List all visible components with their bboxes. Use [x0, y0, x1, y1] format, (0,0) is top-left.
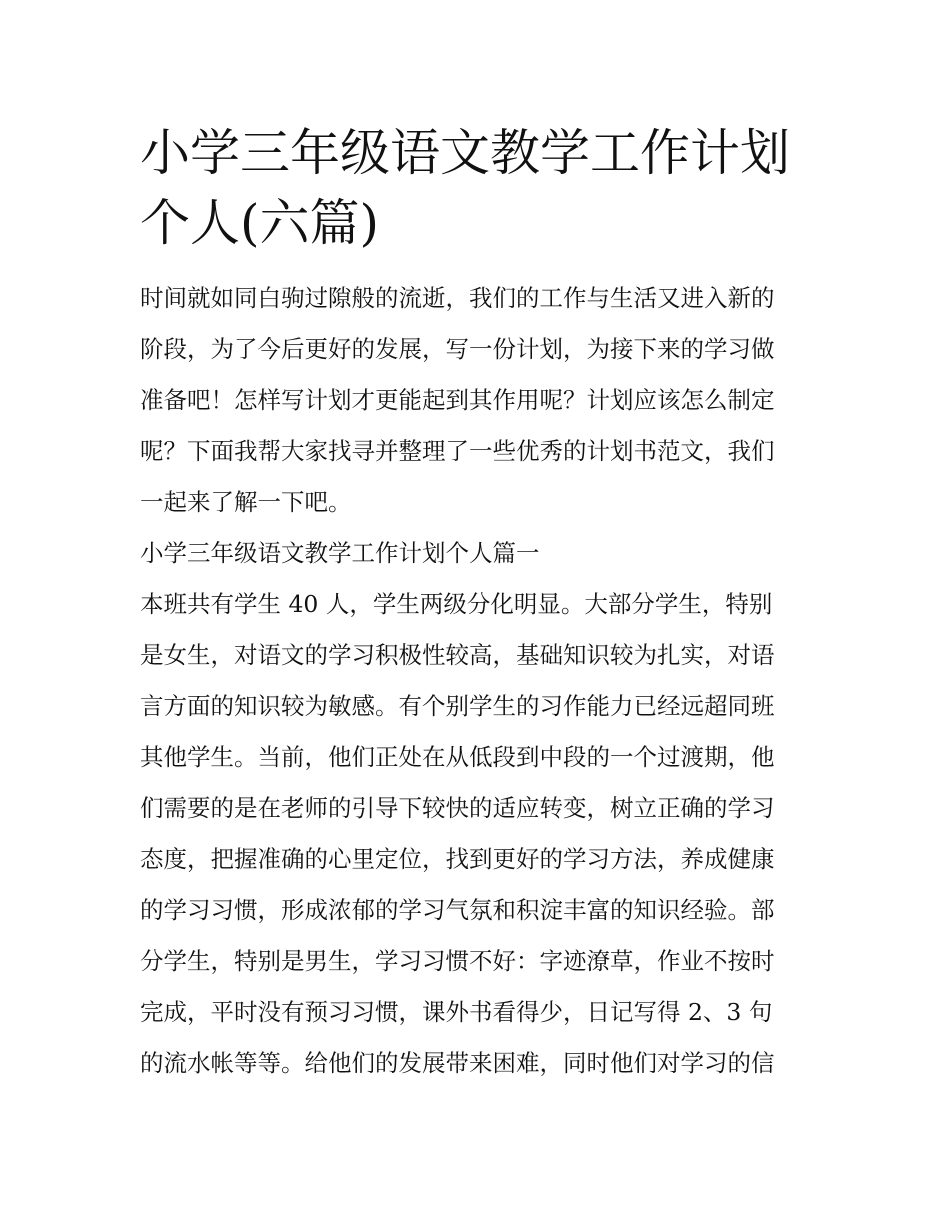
text-line: 时间就如同白驹过隙般的流逝，我们的工作与生活又进入新的	[140, 284, 775, 312]
title-line: 小学三年级语文教学工作计划	[140, 124, 790, 182]
document-page	[140, 118, 812, 1089]
text-line: 完成，平时没有预习习惯，课外书看得少，日记写得 2、3 句	[140, 998, 773, 1026]
text-line: 的流水帐等等。给他们的发展带来困难，同时他们对学习的信	[140, 1049, 775, 1077]
text-line: 们需要的是在老师的引导下较快的适应转变，树立正确的学习	[140, 794, 775, 822]
text-line: 态度，把握准确的心里定位，找到更好的学习方法，养成健康	[140, 845, 775, 873]
document-body	[140, 273, 812, 1089]
text-line: 本班共有学生 40 人，学生两级分化明显。大部分学生，特别	[140, 590, 773, 618]
text-line: 呢？下面我帮大家找寻并整理了一些优秀的计划书范文，我们	[140, 437, 775, 465]
title-line: 个人(六篇)	[140, 194, 380, 252]
text-line: 一起来了解一下吧。	[140, 488, 352, 516]
text-line: 阶段，为了今后更好的发展，写一份计划，为接下来的学习做	[140, 335, 775, 363]
text-line: 言方面的知识较为敏感。有个别学生的习作能力已经远超同班	[140, 692, 775, 720]
intro-paragraph	[140, 273, 812, 528]
text-line: 的学习习惯，形成浓郁的学习气氛和积淀丰富的知识经验。部	[140, 896, 775, 924]
text-line: 准备吧！怎样写计划才更能起到其作用呢？计划应该怎么制定	[140, 386, 775, 414]
section-heading	[140, 528, 812, 579]
document-title	[140, 118, 812, 258]
text-line: 是女生，对语文的学习积极性较高，基础知识较为扎实，对语	[140, 641, 775, 669]
section-paragraph	[140, 579, 812, 1089]
section-heading-text: 小学三年级语文教学工作计划个人篇一	[140, 539, 540, 567]
text-line: 其他学生。当前，他们正处在从低段到中段的一个过渡期，他	[140, 743, 775, 771]
text-line: 分学生，特别是男生，学习习惯不好：字迹潦草，作业不按时	[140, 947, 775, 975]
